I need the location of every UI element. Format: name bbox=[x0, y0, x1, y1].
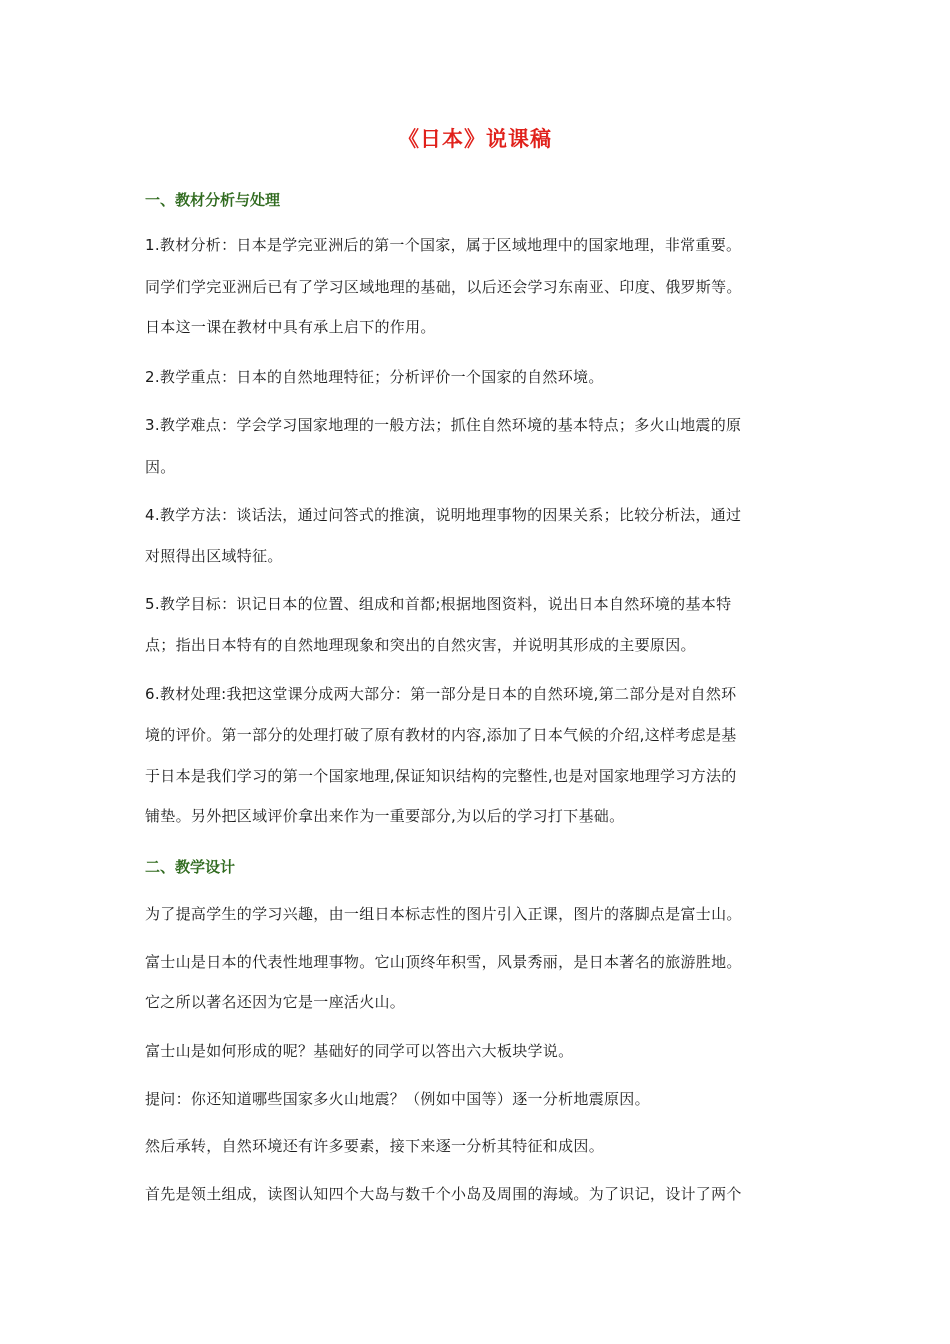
paragraph-line: 同学们学完亚洲后已有了学习区域地理的基础，以后还会学习东南亚、印度、俄罗斯等。 bbox=[145, 278, 742, 296]
paragraph-line: 点；指出日本特有的自然地理现象和突出的自然灾害，并说明其形成的主要原因。 bbox=[145, 636, 696, 654]
section-heading-1: 一、教材分析与处理 bbox=[145, 191, 281, 209]
paragraph-line: 富士山是如何形成的呢？基础好的同学可以答出六大板块学说。 bbox=[145, 1042, 574, 1060]
section-heading-2: 二、教学设计 bbox=[145, 858, 236, 876]
paragraph-line: 3.教学难点：学会学习国家地理的一般方法；抓住自然环境的基本特点；多火山地震的原 bbox=[145, 416, 742, 434]
paragraph-line: 5.教学目标：识记日本的位置、组成和首都;根据地图资料，说出日本自然环境的基本特 bbox=[145, 595, 732, 613]
paragraph-line: 富士山是日本的代表性地理事物。它山顶终年积雪，风景秀丽，是日本著名的旅游胜地。 bbox=[145, 953, 742, 971]
paragraph-line: 对照得出区域特征。 bbox=[145, 547, 283, 565]
paragraph-line: 2.教学重点：日本的自然地理特征；分析评价一个国家的自然环境。 bbox=[145, 368, 604, 386]
paragraph-line: 首先是领土组成，读图认知四个大岛与数千个小岛及周围的海域。为了识记，设计了两个 bbox=[145, 1185, 742, 1203]
paragraph-line: 日本这一课在教材中具有承上启下的作用。 bbox=[145, 318, 436, 336]
paragraph-line: 因。 bbox=[145, 458, 176, 476]
paragraph-line: 提问：你还知道哪些国家多火山地震？（例如中国等）逐一分析地震原因。 bbox=[145, 1090, 650, 1108]
document-title: 《日本》说课稿 bbox=[398, 127, 552, 151]
paragraph-line: 为了提高学生的学习兴趣，由一组日本标志性的图片引入正课，图片的落脚点是富士山。 bbox=[145, 905, 742, 923]
paragraph-line: 然后承转，自然环境还有许多要素，接下来逐一分析其特征和成因。 bbox=[145, 1137, 605, 1155]
paragraph-line: 6.教材处理:我把这堂课分成两大部分：第一部分是日本的自然环境,第二部分是对自然环 bbox=[145, 685, 737, 703]
paragraph-line: 4.教学方法：谈话法，通过问答式的推演，说明地理事物的因果关系；比较分析法，通过 bbox=[145, 506, 742, 524]
paragraph-line: 铺垫。另外把区域评价拿出来作为一重要部分,为以后的学习打下基础。 bbox=[145, 807, 625, 825]
paragraph-line: 1.教材分析：日本是学完亚洲后的第一个国家，属于区域地理中的国家地理，非常重要。 bbox=[145, 236, 742, 254]
paragraph-line: 境的评价。第一部分的处理打破了原有教材的内容,添加了日本气候的介绍,这样考虑是基 bbox=[145, 726, 737, 744]
paragraph-line: 于日本是我们学习的第一个国家地理,保证知识结构的完整性,也是对国家地理学习方法的 bbox=[145, 767, 737, 785]
paragraph-line: 它之所以著名还因为它是一座活火山。 bbox=[145, 993, 406, 1011]
